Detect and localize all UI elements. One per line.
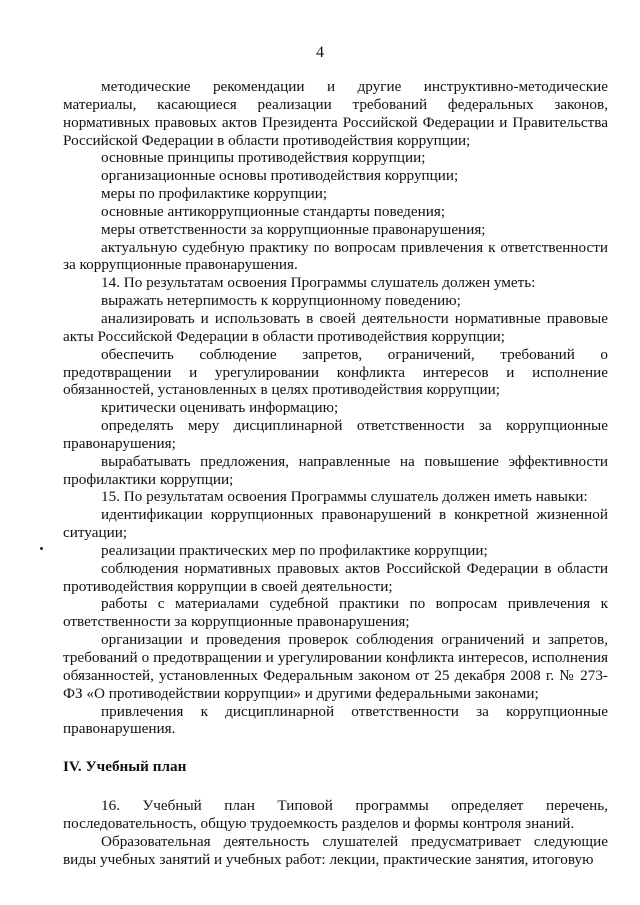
section-heading: IV. Учебный план bbox=[63, 758, 187, 776]
paragraph: идентификации коррупционных правонарушений в конкретной жизненной ситуации; bbox=[63, 506, 608, 542]
clause-16: 16. Учебный план Типовой программы определяет перечень, последовательность, общую трудоемкость разделов и формы контроля знаний. bbox=[63, 797, 608, 832]
paragraph: меры по профилактике коррупции; bbox=[101, 185, 328, 203]
paragraph: меры ответственности за коррупционные правонарушения; bbox=[101, 220, 486, 238]
paragraph: соблюдения нормативных правовых актов Российской Федерации в области противодействия коррупции в своей деятельности; bbox=[63, 559, 608, 595]
paragraph: методические рекомендации и другие инструктивно-методические материалы, касающиеся реализации требований федеральных законов, нормативных правовых актов Президента Российской Федерации и Правительства Российской Федерации в области противодействия коррупции; bbox=[63, 78, 608, 149]
paragraph: Образовательная деятельность слушателей предусматривает следующие виды учебных занятий и учебных работ: лекции, практические занятия, итоговую bbox=[63, 832, 608, 868]
paragraph: анализировать и использовать в своей деятельности нормативные правовые акты Российской Федерации в области противодействия коррупции; bbox=[63, 309, 608, 345]
paragraph: актуальную судебную практику по вопросам привлечения к ответственности за коррупционные правонарушения. bbox=[63, 238, 608, 274]
paragraph: организационные основы противодействия коррупции; bbox=[101, 167, 459, 185]
scan-speck bbox=[40, 547, 43, 550]
paragraph: критически оценивать информацию; bbox=[101, 399, 339, 417]
paragraph: работы с материалами судебной практики по вопросам привлечения к ответственности за коррупционные правонарушения; bbox=[63, 595, 608, 631]
paragraph: определять меру дисциплинарной ответственности за коррупционные правонарушения; bbox=[63, 417, 608, 452]
paragraph: основные антикоррупционные стандарты поведения; bbox=[101, 202, 446, 220]
paragraph: привлечения к дисциплинарной ответственности за коррупционные правонарушения. bbox=[63, 702, 608, 738]
document-body bbox=[63, 78, 608, 868]
paragraph: организации и проведения проверок соблюдения ограничений и запретов, требований о предотвращении и урегулировании конфликта интересов, исполнения обязанностей, установленных Федеральным законом от 25 декабря 2008 г. № 273-ФЗ «О противодействии коррупции» и другими федеральными законами; bbox=[63, 631, 608, 702]
paragraph: реализации практических мер по профилактике коррупции; bbox=[101, 541, 488, 559]
clause-14: 14. По результатам освоения Программы слушатель должен уметь: bbox=[101, 274, 536, 292]
paragraph: выражать нетерпимость к коррупционному поведению; bbox=[101, 292, 461, 310]
clause-15: 15. По результатам освоения Программы слушатель должен иметь навыки: bbox=[101, 488, 588, 506]
page-number: 4 bbox=[316, 44, 324, 61]
paragraph: обеспечить соблюдение запретов, ограничений, требований о предотвращении и урегулировании конфликта интересов и исполнение обязанностей, установленных в целях противодействия коррупции; bbox=[63, 345, 608, 399]
paragraph: вырабатывать предложения, направленные на повышение эффективности профилактики коррупции; bbox=[63, 452, 608, 488]
paragraph: основные принципы противодействия коррупции; bbox=[101, 149, 426, 167]
